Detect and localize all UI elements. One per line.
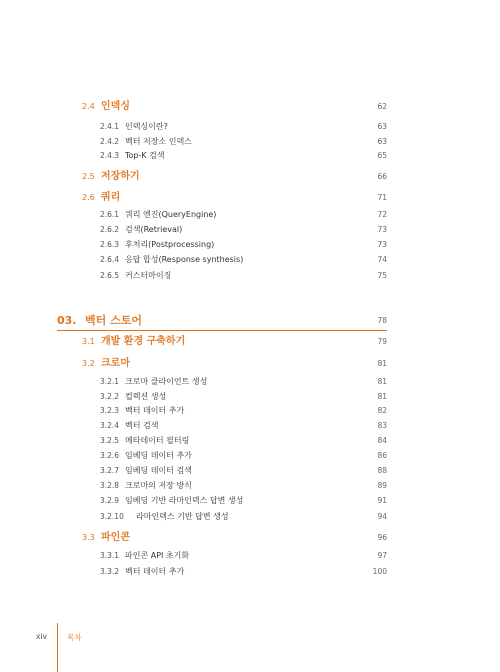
toc-section-2-5	[0, 169, 500, 185]
page-number: 71	[377, 193, 387, 202]
subsection-title: 크로마 클라이언트 생성	[125, 377, 208, 386]
section-number: 3.2	[82, 359, 95, 368]
page-number: 94	[377, 512, 387, 521]
toc-section-2-4	[0, 99, 500, 115]
toc-subsection-3-2-4	[0, 418, 500, 434]
page-number: 89	[377, 481, 387, 490]
subsection-number: 2.4.1	[100, 122, 120, 131]
subsection-title: 메타데이터 필터링	[125, 436, 190, 445]
toc-subsection-2-6-4	[0, 252, 500, 268]
subsection-number: 2.4.2	[100, 137, 120, 146]
page-number: 91	[377, 496, 387, 505]
toc-subsection-3-2-6	[0, 448, 500, 464]
toc-section-3-2	[0, 356, 500, 372]
subsection-number: 3.3.1	[100, 551, 120, 560]
subsection-number: 3.2.7	[100, 466, 120, 475]
subsection-number: 3.3.2	[100, 567, 120, 576]
subsection-number: 2.6.4	[100, 255, 120, 264]
section-title: 파인콘	[101, 532, 130, 543]
page-number: 82	[377, 406, 387, 415]
toc-subsection-3-2-8	[0, 478, 500, 494]
page-number: 81	[377, 377, 387, 386]
subsection-number: 3.2.6	[100, 451, 120, 460]
page-number: 84	[377, 436, 387, 445]
page-number: 83	[377, 421, 387, 430]
subsection-number: 3.2.4	[100, 421, 120, 430]
toc-subsection-3-2-7	[0, 463, 500, 479]
toc-subsection-2-6-2	[0, 222, 500, 238]
subsection-title: 크로마의 저장 방식	[125, 481, 192, 490]
toc-subsection-2-6-1	[0, 207, 500, 223]
toc-subsection-2-4-3	[0, 148, 500, 164]
subsection-title: 후처리(Postprocessing)	[125, 240, 215, 249]
toc-subsection-3-2-1	[0, 374, 500, 390]
page-number: 81	[377, 392, 387, 401]
subsection-number: 3.2.9	[100, 496, 120, 505]
section-title: 인덱싱	[101, 101, 130, 112]
toc-chapter-03	[0, 311, 500, 331]
subsection-number: 3.2.8	[100, 481, 120, 490]
page-number: 63	[377, 137, 387, 146]
subsection-number: 2.4.3	[100, 151, 120, 160]
page-number: 73	[377, 225, 387, 234]
toc-section-2-6	[0, 190, 500, 206]
page-number: 78	[377, 316, 387, 325]
chapter-divider	[57, 330, 387, 331]
page-number: 73	[377, 240, 387, 249]
subsection-title: 임베딩 데이터 검색	[125, 466, 192, 475]
subsection-title: 임베딩 기반 라마인덱스 답변 생성	[125, 496, 244, 505]
section-number: 3.3	[82, 533, 95, 542]
section-title: 크로마	[101, 358, 130, 369]
subsection-number: 2.6.5	[100, 271, 120, 280]
toc-subsection-3-3-1	[0, 548, 500, 564]
footer-page-number: xiv	[36, 632, 47, 641]
toc-subsection-3-2-5	[0, 433, 500, 449]
subsection-number: 2.6.1	[100, 210, 120, 219]
section-number: 2.5	[82, 172, 95, 181]
toc-subsection-3-2-3	[0, 403, 500, 419]
page-number: 81	[377, 359, 387, 368]
subsection-title: 커스터마이징	[125, 271, 172, 280]
subsection-title: Top-K 검색	[125, 151, 165, 160]
section-number: 2.6	[82, 193, 95, 202]
section-title: 저장하기	[101, 171, 140, 182]
subsection-title: 라마인덱스 기반 답변 생성	[136, 512, 229, 521]
subsection-title: 응답 합성(Response synthesis)	[125, 255, 244, 264]
page-number: 62	[377, 102, 387, 111]
subsection-title: 인덱싱이란?	[125, 122, 168, 131]
section-title: 쿼리	[101, 192, 121, 203]
toc-subsection-2-6-3	[0, 237, 500, 253]
page-number: 100	[372, 567, 387, 576]
page-number: 72	[377, 210, 387, 219]
page-number: 86	[377, 451, 387, 460]
subsection-title: 임베딩 데이터 추가	[125, 451, 192, 460]
page-number: 63	[377, 122, 387, 131]
subsection-title: 쿼리 엔진(QueryEngine)	[125, 210, 217, 219]
page-number: 79	[377, 337, 387, 346]
subsection-title: 컬렉션 생성	[125, 392, 167, 401]
subsection-number: 3.2.2	[100, 392, 120, 401]
toc-section-3-3	[0, 530, 500, 546]
page-number: 74	[377, 255, 387, 264]
subsection-number: 3.2.1	[100, 377, 120, 386]
subsection-title: 벡터 데이터 추가	[125, 567, 185, 576]
toc-subsection-2-6-5	[0, 268, 500, 284]
toc-subsection-3-3-2	[0, 564, 500, 580]
page-number: 88	[377, 466, 387, 475]
subsection-number: 3.2.5	[100, 436, 120, 445]
section-title: 개발 환경 구축하기	[101, 336, 186, 347]
section-number: 2.4	[82, 102, 95, 111]
chapter-number: 03.	[57, 314, 77, 327]
footer-label: 목차	[67, 633, 82, 642]
subsection-title: 검색(Retrieval)	[125, 225, 183, 234]
subsection-number: 3.2.3	[100, 406, 120, 415]
chapter-title: 벡터 스토어	[85, 314, 142, 327]
toc-subsection-3-2-10	[0, 509, 500, 525]
subsection-title: 파인콘 API 초기화	[125, 551, 190, 560]
subsection-title: 벡터 검색	[125, 421, 159, 430]
subsection-title: 벡터 저장소 인덱스	[125, 137, 192, 146]
page-number: 97	[377, 551, 387, 560]
toc-section-3-1	[0, 334, 500, 350]
toc-subsection-2-4-1	[0, 119, 500, 135]
subsection-number: 2.6.3	[100, 240, 120, 249]
section-number: 3.1	[82, 337, 95, 346]
subsection-number: 2.6.2	[100, 225, 120, 234]
subsection-title: 벡터 데이터 추가	[125, 406, 185, 415]
page-number: 96	[377, 533, 387, 542]
page-number: 65	[377, 151, 387, 160]
footer-divider	[57, 623, 58, 672]
subsection-number: 3.2.10	[100, 512, 124, 521]
page-number: 66	[377, 172, 387, 181]
page-number: 75	[377, 271, 387, 280]
toc-subsection-3-2-9	[0, 493, 500, 509]
